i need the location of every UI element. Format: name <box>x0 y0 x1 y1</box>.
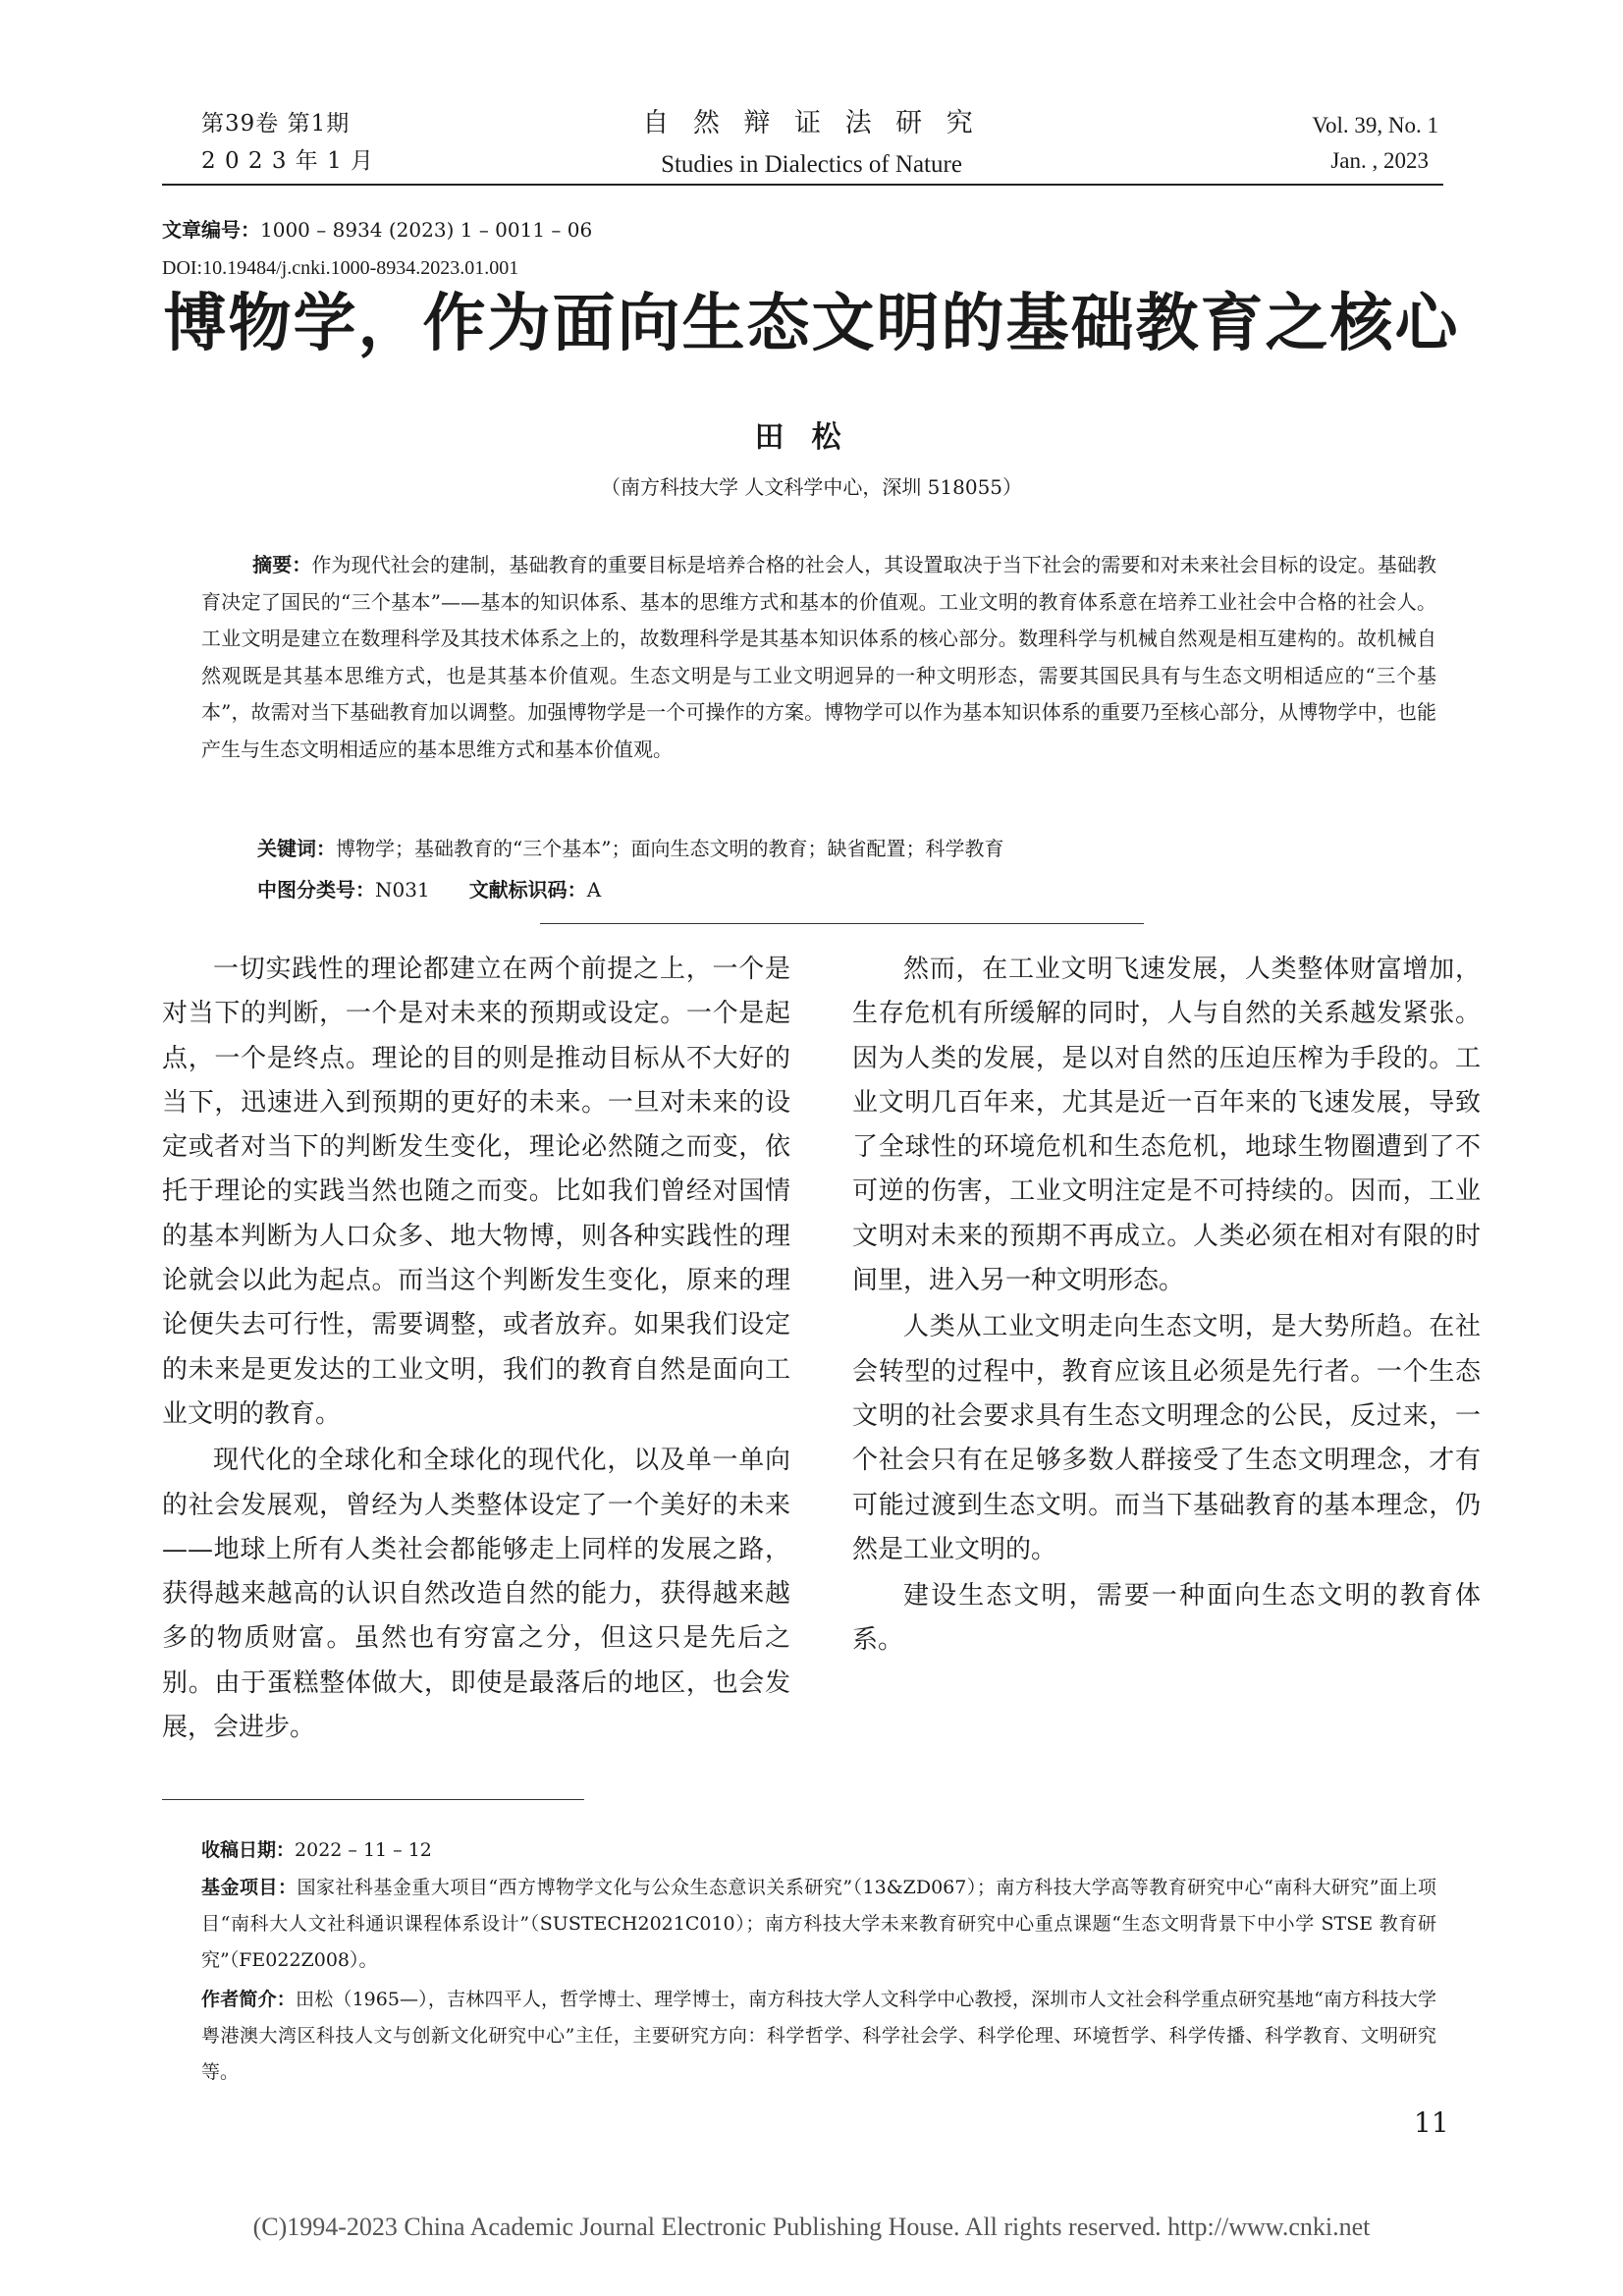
keywords <box>257 833 1003 864</box>
header-journal-en: Studies in Dialectics of Nature <box>661 151 962 178</box>
abstract-text: 作为现代社会的建制，基础教育的重要目标是培养合格的社会人，其设置取决于当下社会的需要和对未来社会目标的设定。基础教育决定了国民的“三个基本”——基本的知识体系、基本的思维方式和基本的价值观。工业文明的教育体系意在培养工业社会中合格的社会人。工业文明是建立在数理科学及其技术体系之上的，故数理科学是其基本知识体系的核心部分。数理科学与机械自然观是相互建构的。故机械自然观既是其基本思维方式，也是其基本价值观。生态文明是与工业文明迥异的一种文明形态，需要其国民具有与生态文明相适应的“三个基本”，故需对当下基础教育加以调整。加强博物学是一个可操作的方案。博物学可以作为基本知识体系的重要乃至核心部分，从博物学中，也能产生与生态文明相适应的基本思维方式和基本价值观。 <box>201 553 1437 761</box>
doc-code-label: 文献标识码： <box>468 878 587 902</box>
abstract <box>201 547 1436 768</box>
clc-label: 中图分类号： <box>257 878 375 902</box>
footnote-author <box>201 1982 1436 2091</box>
classification <box>257 874 601 905</box>
doi: DOI:10.19484/j.cnki.1000-8934.2023.01.001 <box>162 257 519 279</box>
article-number-label: 文章编号： <box>162 218 260 242</box>
clc-value: N031 <box>375 878 430 902</box>
body-paragraph: 一切实践性的理论都建立在两个前提之上，一个是对当下的判断，一个是对未来的预期或设定。一个是起点，一个是终点。理论的目的则是推动目标从不大好的当下，迅速进入到预期的更好的未来。一旦对未来的设定或者对当下的判断发生变化，理论必然随之而变，依托于理论的实践当然也随之而变。比如我们曾经对国情的基本判断为人口众多、地大物博，则各种实践性的理论就会以此为起点。而当这个判断发生变化，原来的理论便失去可行性，需要调整，或者放弃。如果我们设定的未来是更发达的工业文明，我们的教育自然是面向工业文明的教育。 <box>162 955 790 1429</box>
received-date: 2022 – 11 – 12 <box>295 1839 432 1861</box>
author-bio-label: 作者简介： <box>201 1989 296 2010</box>
copyright-notice: (C)1994-2023 China Academic Journal Electronic Publishing House. All rights reserved. http://www.cnki.net <box>252 2213 1371 2241</box>
body-paragraph: 建设生态文明，需要一种面向生态文明的教育体系。 <box>852 1581 1481 1656</box>
footnote-fund <box>201 1870 1436 1979</box>
header-volume-cn: 第39卷 第1期 <box>201 111 351 137</box>
header-date-en: Jan. , 2023 <box>1330 148 1429 173</box>
header-date-cn: 2 0 2 3 年 1 月 <box>201 148 375 174</box>
article-title: 博物学，作为面向生态文明的基础教育之核心 <box>163 288 1460 360</box>
fund-label: 基金项目： <box>201 1877 298 1898</box>
header-rule <box>162 184 1443 186</box>
author-affiliation: （南方科技大学 人文科学中心，深圳 518055） <box>600 475 1023 499</box>
body-paragraph: 然而，在工业文明飞速发展，人类整体财富增加，生存危机有所缓解的同时，人与自然的关系越发紧张。因为人类的发展，是以对自然的压迫压榨为手段的。工业文明几百年来，尤其是近一百年来的飞速发展，导致了全球性的环境危机和生态危机，地球生物圈遭到了不可逆的伤害，工业文明注定是不可持续的。因而，工业文明对未来的预期不再成立。人类必须在相对有限的时间里，进入另一种文明形态。 <box>852 955 1481 1296</box>
author-bio-text: 田松（1965—），吉林四平人，哲学博士、理学博士，南方科技大学人文科学中心教授，深圳市人文社会科学重点研究基地“南方科技大学粤港澳大湾区科技人文与创新文化研究中心”主任，主要研究方向：科学哲学、科学社会学、科学伦理、环境哲学、科学传播、科学教育、文明研究等。 <box>201 1989 1436 2083</box>
keywords-label: 关键词： <box>257 837 336 860</box>
body-paragraph: 人类从工业文明走向生态文明，是大势所趋。在社会转型的过程中，教育应该且必须是先行者。一个生态文明的社会要求具有生态文明理念的公民，反过来，一个社会只有在足够多数人群接受了生态文明理念，才有可能过渡到生态文明。而当下基础教育的基本理念，仍然是工业文明的。 <box>852 1312 1481 1564</box>
keywords-text: 博物学；基础教育的“三个基本”；面向生态文明的教育；缺省配置；科学教育 <box>336 837 1004 860</box>
fund-text: 国家社科基金重大项目“西方博物学文化与公众生态意识关系研究”（13&ZD067）；南方科技大学高等教育研究中心“南科大研究”面上项目“南科大人文社科通识课程体系设计”（SUSTECH2021C010）；南方科技大学未来教育研究中心重点课题“生态文明背景下中小学 STSE 教育研究”（FE022Z008）。 <box>201 1877 1436 1971</box>
author-name: 田松 <box>754 420 869 455</box>
article-number-value: 1000 – 8934 (2023) 1 – 0011 – 06 <box>260 218 593 242</box>
header-journal-cn: 自 然 辩 证 法 研 究 <box>642 108 981 138</box>
page-number: 11 <box>1414 2106 1449 2139</box>
header-volume-en: Vol. 39, No. 1 <box>1312 113 1438 137</box>
article-number <box>162 214 592 246</box>
body-paragraph: 现代化的全球化和全球化的现代化，以及单一单向的社会发展观，曾经为人类整体设定了一个美好的未来——地球上所有人类社会都能够走上同样的发展之路，获得越来越高的认识自然改造自然的能力，获得越来越多的物质财富。虽然也有穷富之分，但这只是先后之别。由于蛋糕整体做大，即使是最落后的地区，也会发展，会进步。 <box>162 1446 790 1743</box>
abstract-label: 摘要： <box>252 553 312 576</box>
abstract-separator <box>540 923 1144 924</box>
body-left-column <box>162 948 790 1750</box>
doc-code-value: A <box>586 878 602 902</box>
received-label: 收稿日期： <box>201 1839 296 1861</box>
body-right-column <box>852 948 1481 1664</box>
footnote-received <box>201 1832 1436 1869</box>
footnote-separator <box>162 1799 584 1800</box>
